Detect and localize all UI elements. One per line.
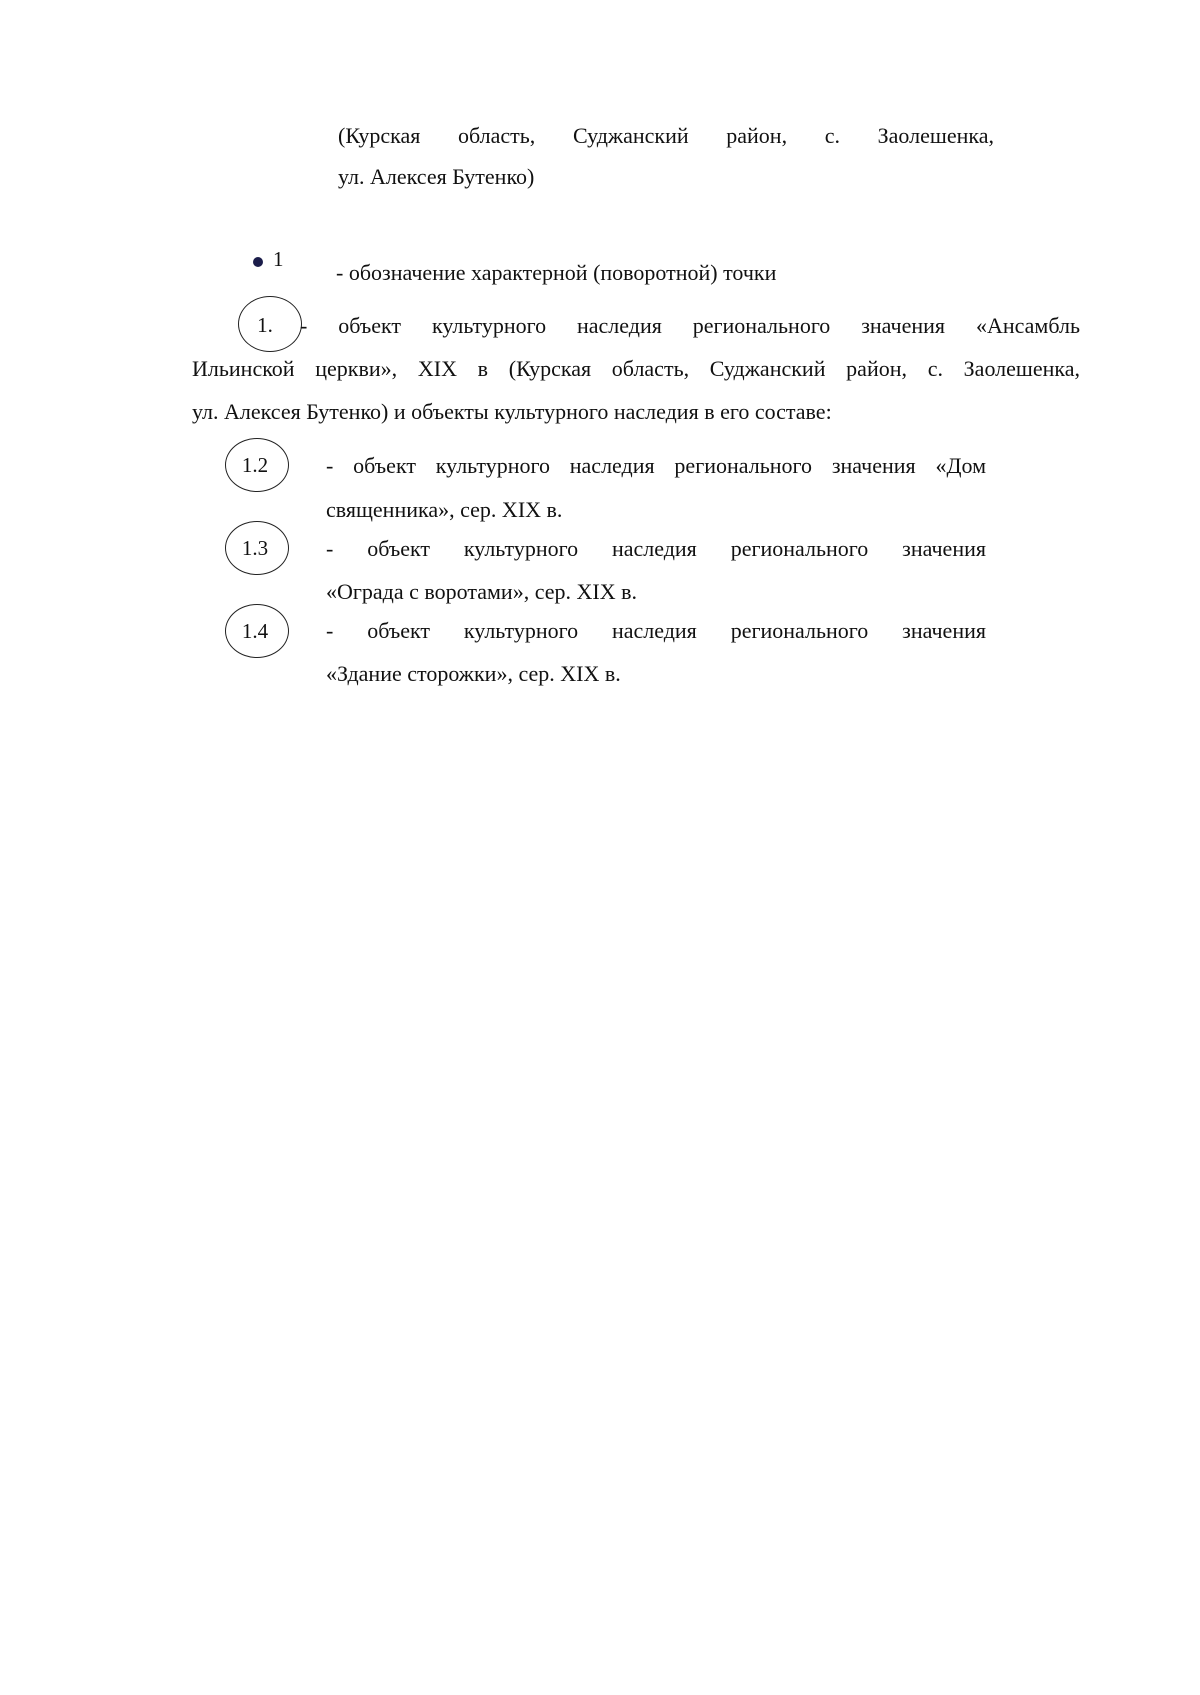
point-description: - обозначение характерной (поворотной) точки <box>336 260 777 285</box>
address-line-1: (Курская область, Суджанский район, с. Заолешенка, <box>338 123 994 148</box>
item-1-4-circle-label <box>225 604 289 658</box>
address-line-2: ул. Алексея Бутенко) <box>338 164 535 189</box>
main-object-text-line-1: - объект культурного наследия регионального значения «Ансамбль <box>300 313 1080 338</box>
item-1-2-circle-label <box>225 438 289 492</box>
item-1-3-text-line-1: - объект культурного наследия регионального значения <box>326 536 986 561</box>
item-label: 1.2 <box>241 452 269 477</box>
point-number: 1 <box>273 247 284 271</box>
legend-point-row <box>250 247 950 285</box>
item-1-3-text-line-2: «Ограда с воротами», сер. XIX в. <box>326 579 637 604</box>
item-label: 1.4 <box>241 618 269 643</box>
item-1-2-text-line-2: священника», сер. XIX в. <box>326 497 563 522</box>
item-label: 1.3 <box>241 535 269 560</box>
point-marker-icon <box>253 257 263 267</box>
main-object-text-line-2: Ильинской церкви», XIX в (Курская область, Суджанский район, с. Заолешенка, <box>192 356 1080 381</box>
item-1-4-text-line-2: «Здание сторожки», сер. XIX в. <box>326 661 621 686</box>
main-object-text-line-3: ул. Алексея Бутенко) и объекты культурного наследия в его составе: <box>192 399 832 424</box>
item-1-3-circle-label <box>225 521 289 575</box>
item-1-2-text-line-1: - объект культурного наследия регионального значения «Дом <box>326 453 986 478</box>
main-object-circle-label <box>238 296 302 352</box>
item-1-4-text-line-1: - объект культурного наследия регионального значения <box>326 618 986 643</box>
main-object-label: 1. <box>257 312 273 337</box>
